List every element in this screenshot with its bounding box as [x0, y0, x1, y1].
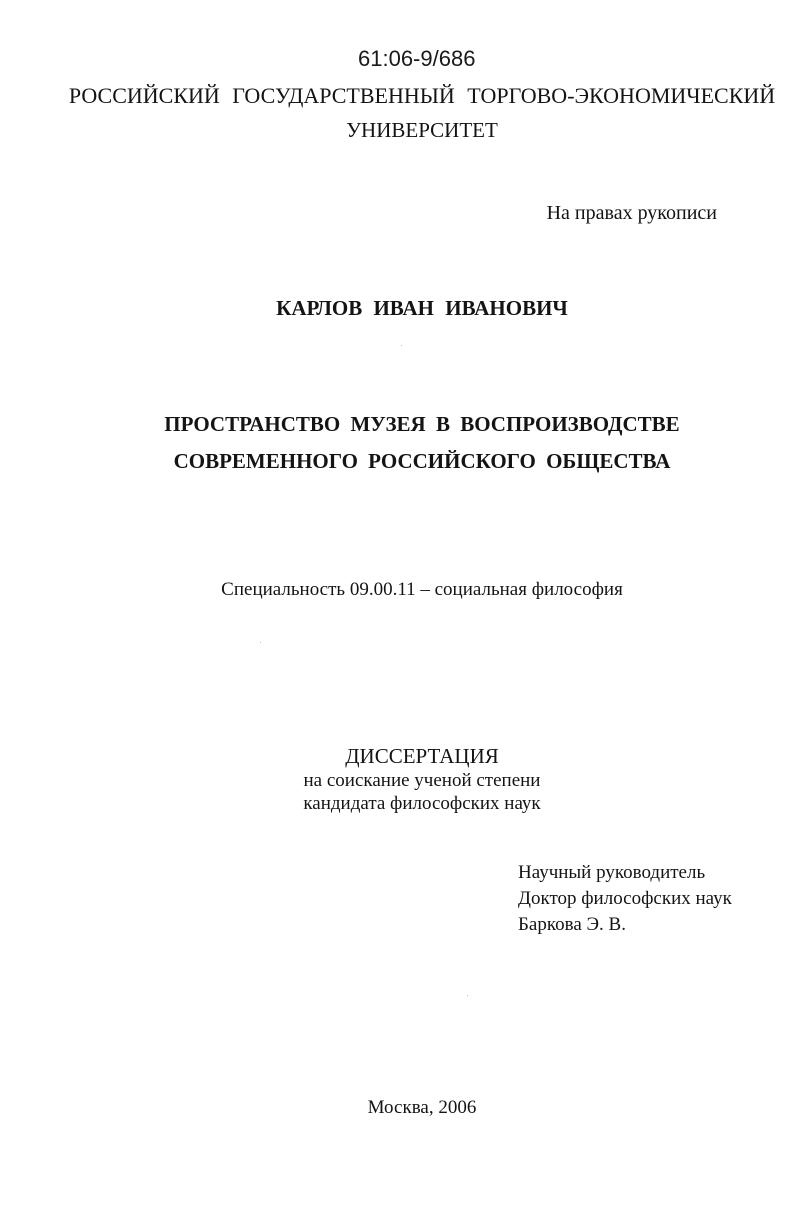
dissertation-title-line2: СОВРЕМЕННОГО РОССИЙСКОГО ОБЩЕСТВА [173, 449, 671, 473]
specialty-line: Специальность 09.00.11 – социальная философия [221, 579, 623, 600]
scan-speck [467, 995, 468, 996]
place-and-year: Москва, 2006 [367, 1097, 477, 1118]
degree-line1: на соискание ученой степени [303, 770, 541, 791]
supervisor-block [518, 860, 732, 938]
supervisor-role: Научный руководитель [518, 862, 706, 883]
call-number: 61:06-9/686 [358, 46, 476, 71]
university-name-line1: РОССИЙСКИЙ ГОСУДАРСТВЕННЫЙ ТОРГОВО-ЭКОНОМИЧЕСКИЙ [68, 83, 776, 108]
author-name: КАРЛОВ ИВАН ИВАНОВИЧ [276, 296, 568, 320]
university-name-line2: УНИВЕРСИТЕТ [346, 118, 498, 142]
degree-line2: кандидата философских наук [303, 793, 541, 814]
dissertation-title-line1: ПРОСТРАНСТВО МУЗЕЯ В ВОСПРОИЗВОДСТВЕ [164, 412, 680, 436]
scan-speck [260, 642, 261, 643]
supervisor-title: Доктор философских наук [518, 888, 732, 909]
dissertation-label: ДИССЕРТАЦИЯ [345, 744, 499, 768]
manuscript-rights-note: На правах рукописи [546, 202, 717, 224]
supervisor-name: Баркова Э. В. [518, 914, 626, 935]
scan-speck [401, 345, 402, 346]
